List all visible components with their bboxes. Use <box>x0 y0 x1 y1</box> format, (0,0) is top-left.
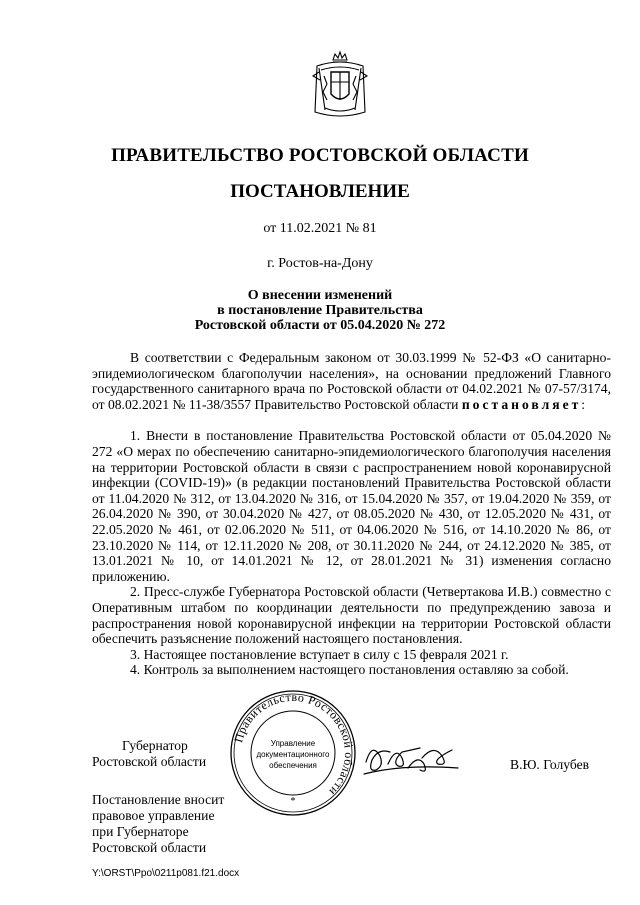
document-date-number: от 11.02.2021 № 81 <box>263 221 377 236</box>
stamp-inner-line: обеспечения <box>269 761 317 770</box>
subject-line: Ростовской области от 05.04.2020 № 272 <box>194 318 446 333</box>
body-item: 3. Настоящее постановление вступает в силу с 15 февраля 2021 г. <box>130 646 509 662</box>
document-city: г. Ростов-на-Дону <box>267 256 373 271</box>
body-item: 4. Контроль за выполнением настоящего постановления оставляю за собой. <box>130 662 569 678</box>
submitted-line: правовое управление <box>92 808 215 823</box>
subject-line: О внесении изменений <box>247 288 393 303</box>
file-path: Y:\ORST\Ppo\0211p081.f21.docx <box>92 868 240 879</box>
submitted-line: Ростовской области <box>92 840 207 855</box>
signatory-name: В.Ю. Голубев <box>510 757 590 772</box>
document-subject <box>0 288 640 333</box>
body-item: 1. Внести в постановление Правительства Ростовской области от 05.04.2020 № 272 «О мерах по обеспечению санитарно-эпидемиологического благополучия населения на территории Ростовской области в связи с распространением новой коронавирусной инфекции (COVID-19)» (в редакции постановлений Правительства Ростовской области от 11.04.2020 № 312, от 13.04.2020 № 316, от 15.04.2020 № 357, от 19.04.2020 № 359, от 26.04.2020 № 390, от 30.04.2020 № 427, от 08.05.2020 № 430, от 12.05.2020 № 431, от 22.05.2020 № 461, от 02.06.2020 № 511, от 04.06.2020 № 516, от 14.10.2020 № 86, от 23.10.2020 № 114, от 12.11.2020 № 208, от 30.11.2020 № 244, от 24.12.2020 № 385, от 13.01.2021 № 10, от 14.01.2021 № 12, от 28.01.2021 № 31) изменения согласно приложению. <box>92 428 611 584</box>
decree-colon: : <box>581 396 586 412</box>
stamp-inner-line: документационного <box>256 750 330 759</box>
stamp-star: * <box>290 796 296 807</box>
document-body <box>92 350 611 678</box>
signatory-title <box>92 738 206 770</box>
organization-title: ПРАВИТЕЛЬСТВО РОСТОВСКОЙ ОБЛАСТИ <box>111 145 529 166</box>
document-type: ПОСТАНОВЛЕНИЕ <box>230 181 410 202</box>
signatory-title-line: Губернатор <box>122 738 188 753</box>
coat-of-arms-icon <box>311 50 369 122</box>
preamble-paragraph <box>92 350 611 412</box>
official-stamp <box>228 688 358 818</box>
stamp-ring-text: Правительство Ростовской области <box>231 689 357 799</box>
body-item: 2. Пресс-службе Губернатора Ростовской области (Четвертакова И.В.) совместно с Оперативным штабом по координации деятельности по предупреждению завоза и распространения новой коронавирусной инфекции на территории Ростовской области обеспечить разъяснение положений настоящего постановления. <box>92 584 611 647</box>
submitted-line: при Губернаторе <box>92 824 189 839</box>
signature-scribble <box>362 734 462 782</box>
decree-word: постановляет <box>461 396 582 412</box>
submitted-line: Постановление вносит <box>92 792 225 807</box>
submitted-by <box>92 792 224 856</box>
stamp-inner-line: Управление <box>270 739 316 748</box>
signatory-title-line: Ростовской области <box>92 754 207 769</box>
subject-line: в постановление Правительства <box>217 303 423 318</box>
preamble-text: В соответствии с Федеральным законом от 30.03.1999 № 52-ФЗ «О санитарно-эпидемиологическом благополучии населения», на основании предложений Главного государственного санитарного врача по Ростовской области от 04.02.2021 № 07-57/3174, от 08.02.2021 № 11-38/3557 Правительство Ростовской области <box>92 350 611 412</box>
